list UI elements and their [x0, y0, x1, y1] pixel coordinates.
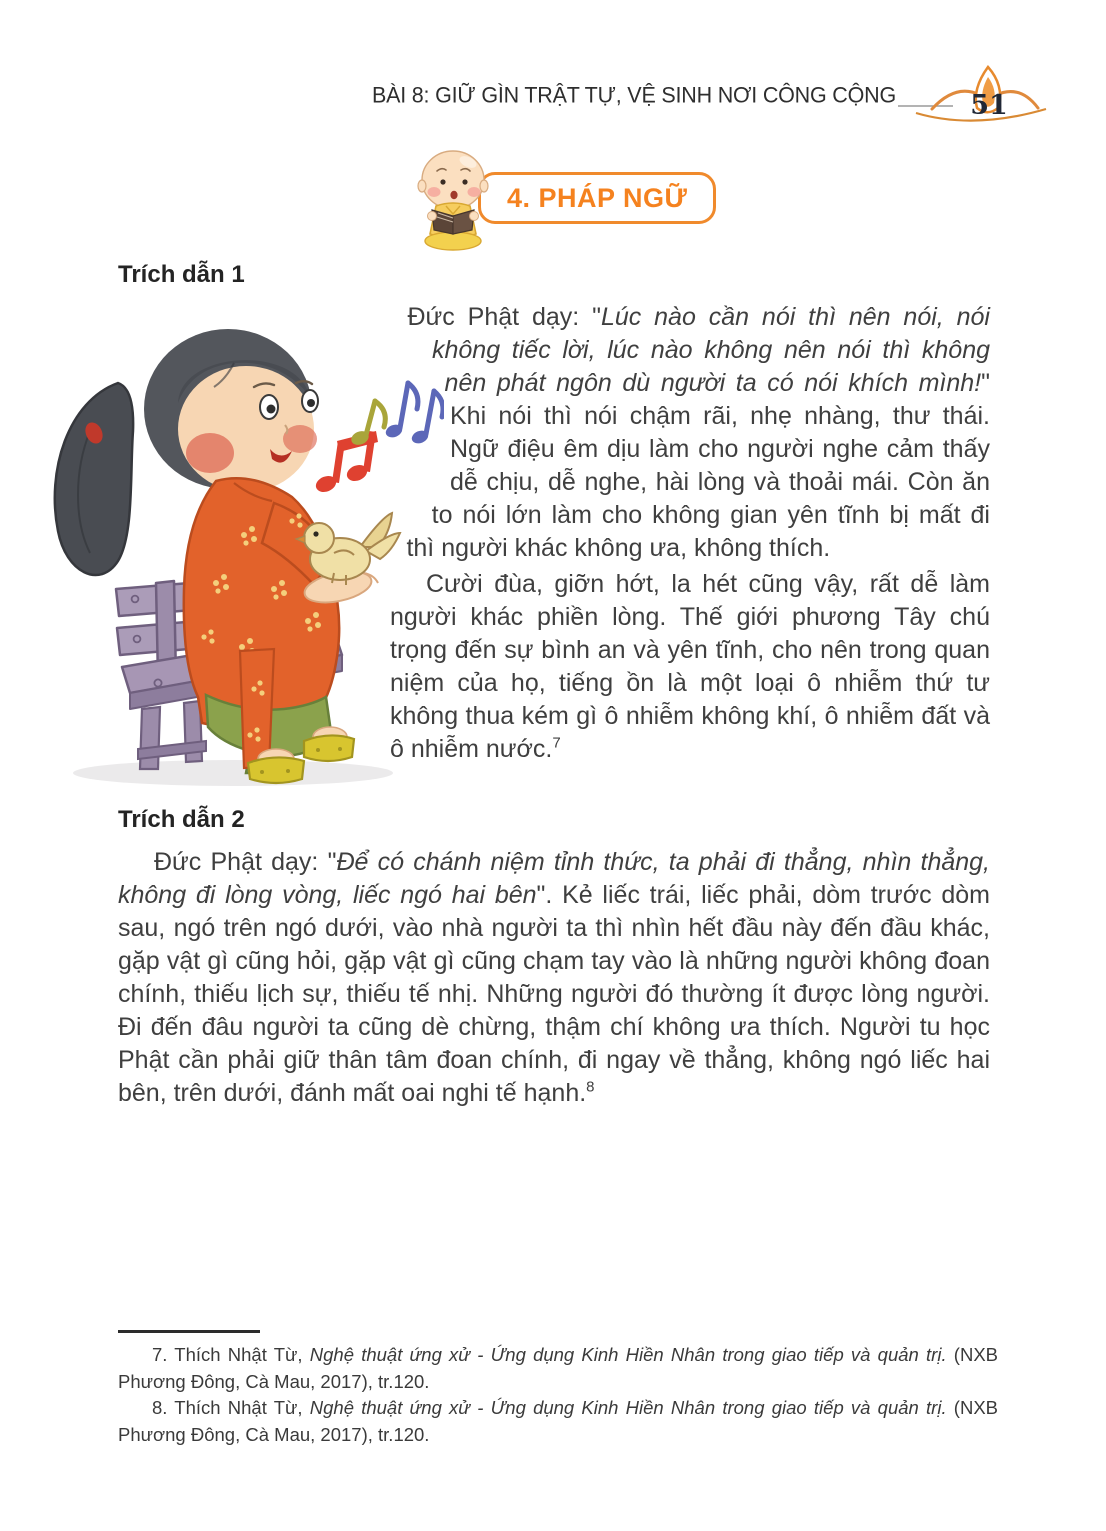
section-badge-area [0, 142, 1106, 257]
page-number: 51 [970, 90, 1008, 121]
section-badge [478, 172, 716, 224]
footnote-8: 8. Thích Nhật Từ, Nghệ thuật ứng xử - Ứng dụng Kinh Hiền Nhân trong giao tiếp và quản trị. (NXB Phương Đông, Cà Mau, 2017), tr.120. [118, 1397, 998, 1445]
quote1-paragraph-2: Cười đùa, giỡn hớt, la hét cũng vậy, rất dễ làm người khác phiền lòng. Thế giới phương Tây chú trọng đến sự bình an và yên tĩnh, cho nên trong quan niệm của họ, tiếng ồn là một loại ô nhiễm thứ tư không thua kém gì ô nhiễm không khí, ô nhiễm đất và ô nhiễm nước.$^7$ [390, 570, 990, 763]
music-notes-icon [313, 383, 443, 495]
monk-reading-icon [412, 142, 494, 254]
music-note-red [313, 431, 378, 495]
lotus-icon [898, 63, 1048, 127]
quote1-paragraph-1: Đức Phật dạy: "Lúc nào cần nói thì nên nói, nói không tiếc lời, lúc nào không nên nói thì không nên phát ngôn dù người ta có nói khích mình!" Khi nói thì nói chậm rãi, nhẹ nhàng, thư thái. Ngữ điệu êm dịu làm cho người nghe cảm thấy dễ chịu, dễ nghe, hài lòng và thoải mái. Còn ăn to nói lớn làm cho không gian yên tĩnh bị mất đi thì người khác không ưa, không thích. [406, 303, 990, 562]
girl-holding-bird-illustration [118, 301, 450, 793]
quote2-paragraph: Đức Phật dạy: "Để có chánh niệm tỉnh thức, ta phải đi thẳng, nhìn thẳng, không đi lòng vòng, liếc ngó hai bên". Kẻ liếc trái, liếc phải, dòm trước dòm sau, ngó trên ngó dưới, vào nhà người ta thì nhìn hết đầu này đến đầu khác, gặp vật gì cũng hỏi, gặp vật gì cũng chạm tay vào là những người không đoan chính, thiếu lịch sự, thiếu tế nhị. Những người đó thường ít được lòng người. Đi đến đâu người ta cũng dè chừng, thậm chí không ưa thích. Người tu học Phật cần phải giữ thân tâm đoan chính, đi ngay về thẳng, không ngó liếc hai bên, trên dưới, đánh mất oai nghi tế hạnh.$^8$ [118, 848, 990, 1107]
ground-shadow [73, 760, 393, 786]
chapter-title: BÀI 8: GIỮ GÌN TRẬT TỰ, VỆ SINH NƠI CÔNG CỘNG [371, 81, 896, 108]
heading-quote-2: Trích dẫn 2 [118, 806, 245, 833]
music-note-blue [384, 383, 443, 446]
footnotes [118, 1330, 998, 1448]
footnote-divider [118, 1330, 260, 1333]
heading-quote-1: Trích dẫn 1 [118, 261, 245, 288]
section-badge-label: 4. PHÁP NGỮ [507, 182, 688, 213]
page-header [0, 60, 1048, 130]
footnote-7: 7. Thích Nhật Từ, Nghệ thuật ứng xử - Ứng dụng Kinh Hiền Nhân trong giao tiếp và quản trị. (NXB Phương Đông, Cà Mau, 2017), tr.120. [118, 1344, 998, 1392]
main-content [118, 261, 990, 1110]
